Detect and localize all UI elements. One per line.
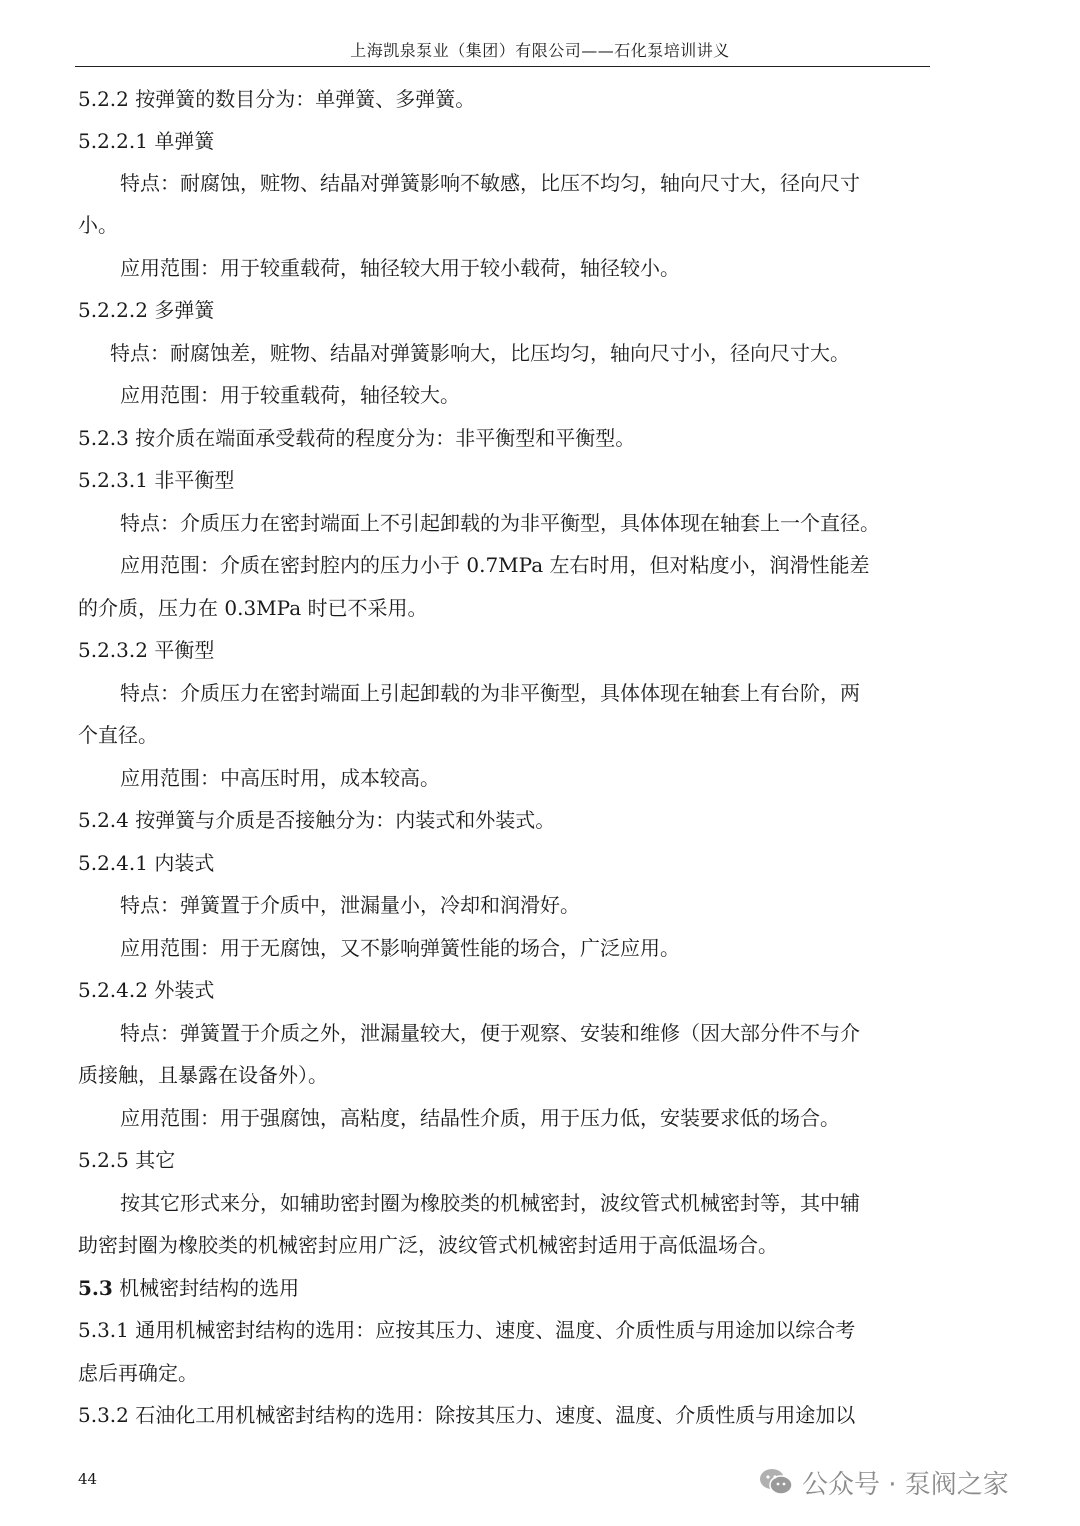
heading-5-2-5: 5.2.5 其它	[78, 1148, 176, 1172]
heading-5-3-1: 5.3.1 通用机械密封结构的选用：应按其压力、速度、温度、介质性质与用途加以综合考	[78, 1318, 856, 1342]
paragraph-line: 的介质，压力在 0.3MPa 时已不采用。	[78, 596, 428, 620]
heading-5-2-3-2: 5.2.3.2 平衡型	[78, 638, 215, 662]
paragraph-line: 特点：介质压力在密封端面上引起卸载的为非平衡型，具体体现在轴套上有台阶，两	[120, 681, 860, 705]
paragraph-line: 虑后再确定。	[78, 1361, 198, 1385]
paragraph-line: 特点：介质压力在密封端面上不引起卸载的为非平衡型，具体体现在轴套上一个直径。	[120, 511, 880, 535]
header-rule	[75, 66, 930, 67]
paragraph-line: 个直径。	[78, 723, 158, 747]
paragraph-line: 特点：耐腐蚀，赃物、结晶对弹簧影响不敏感，比压不均匀，轴向尺寸大，径向尺寸	[120, 171, 860, 195]
paragraph-line: 应用范围：用于无腐蚀，又不影响弹簧性能的场合，广泛应用。	[120, 936, 680, 960]
paragraph-line: 助密封圈为橡胶类的机械密封应用广泛，波纹管式机械密封适用于高低温场合。	[78, 1233, 778, 1257]
heading-5-3-2: 5.3.2 石油化工用机械密封结构的选用：除按其压力、速度、温度、介质性质与用途加以	[78, 1403, 856, 1427]
paragraph-line: 应用范围：中高压时用，成本较高。	[120, 766, 440, 790]
heading-5-2-4: 5.2.4 按弹簧与介质是否接触分为：内装式和外装式。	[78, 808, 556, 832]
paragraph-line: 质接触，且暴露在设备外）。	[78, 1063, 328, 1087]
heading-5-2-2: 5.2.2 按弹簧的数目分为：单弹簧、多弹簧。	[78, 87, 476, 111]
wechat-icon	[758, 1467, 794, 1497]
paragraph-line: 应用范围：用于较重载荷，轴径较大用于较小载荷，轴径较小。	[120, 256, 680, 280]
heading-5-3-number: 5.3	[78, 1276, 113, 1300]
heading-5-2-4-2: 5.2.4.2 外装式	[78, 978, 215, 1002]
paragraph-line: 应用范围：用于较重载荷，轴径较大。	[120, 383, 460, 407]
heading-5-2-2-2: 5.2.2.2 多弹簧	[78, 298, 215, 322]
paragraph-line: 特点：耐腐蚀差，赃物、结晶对弹簧影响大，比压均匀，轴向尺寸小，径向尺寸大。	[110, 341, 850, 365]
heading-5-3-title: 机械密封结构的选用	[119, 1276, 300, 1300]
heading-5-2-4-1: 5.2.4.1 内装式	[78, 851, 215, 875]
page-number: 44	[78, 1470, 98, 1488]
heading-5-3	[78, 1267, 299, 1309]
paragraph-line: 特点：弹簧置于介质之外，泄漏量较大，便于观察、安装和维修（因大部分件不与介	[120, 1021, 860, 1045]
watermark-text: 公众号 · 泵阀之家	[802, 1469, 1009, 1500]
heading-5-2-3: 5.2.3 按介质在端面承受载荷的程度分为：非平衡型和平衡型。	[78, 426, 636, 450]
page-header: 上海凯泉泵业（集团）有限公司——石化泵培训讲义	[350, 41, 730, 60]
paragraph-line: 按其它形式来分，如辅助密封圈为橡胶类的机械密封，波纹管式机械密封等，其中辅	[120, 1191, 860, 1215]
heading-5-2-3-1: 5.2.3.1 非平衡型	[78, 468, 235, 492]
watermark	[758, 1462, 1009, 1502]
paragraph-line: 小。	[78, 213, 118, 237]
paragraph-line: 应用范围：用于强腐蚀，高粘度，结晶性介质，用于压力低，安装要求低的场合。	[120, 1106, 840, 1130]
paragraph-line: 特点：弹簧置于介质中，泄漏量小，冷却和润滑好。	[120, 893, 580, 917]
heading-5-2-2-1: 5.2.2.1 单弹簧	[78, 129, 215, 153]
paragraph-line: 应用范围：介质在密封腔内的压力小于 0.7MPa 左右时用，但对粘度小，润滑性能差	[120, 553, 870, 577]
